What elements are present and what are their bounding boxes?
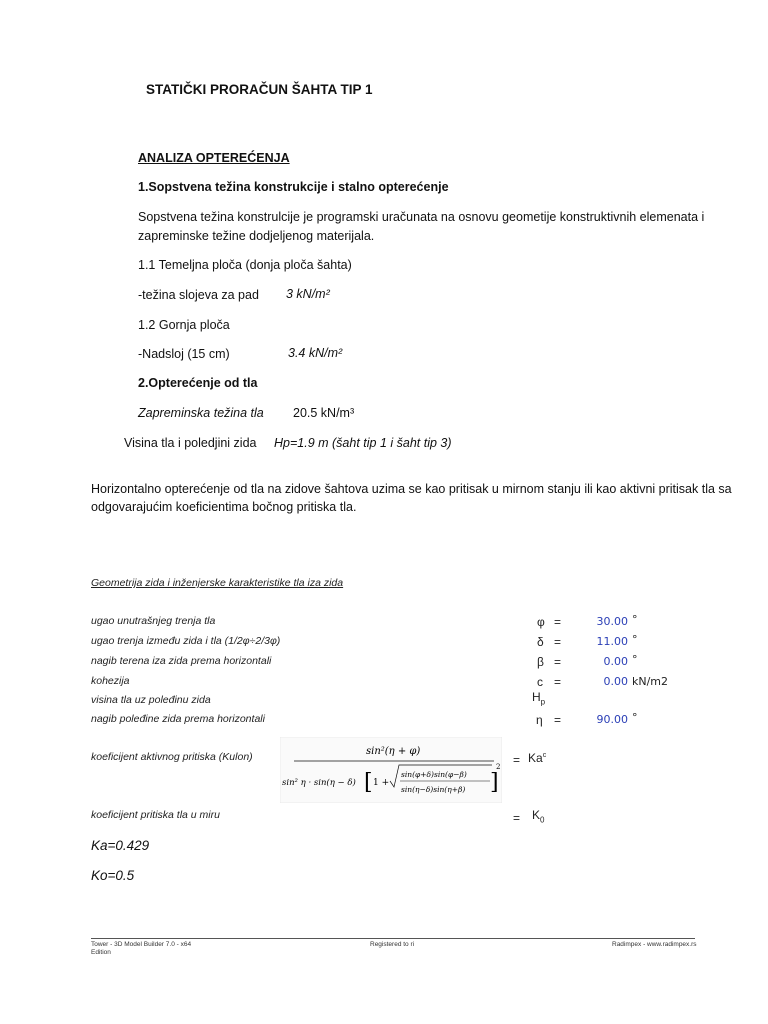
svg-text:sin(η−δ)sin(η+β): sin(η−δ)sin(η+β) <box>401 785 466 794</box>
soil-weight-value: 20.5 kN/m³ <box>293 406 355 420</box>
footer-left: Tower - 3D Model Builder 7.0 - x64 Edition <box>91 941 192 956</box>
subheading-soil-load: 2.Opterećenje od tla <box>138 376 258 390</box>
param-unit: kN/m2 <box>632 675 669 688</box>
paragraph-horizontal-line2: odgovarajućim koeficientima bočnog pritiska tla. <box>91 500 357 514</box>
svg-text:sin² η · sin(η − δ): sin² η · sin(η − δ) <box>282 778 356 788</box>
k0-symbol: $K_0$ <box>532 808 545 825</box>
load-layers-label: -težina slojeva za pad <box>138 288 259 302</box>
param-value: 0.00 <box>603 655 628 668</box>
load-overlay-value: 3.4 kN/m² <box>288 346 343 360</box>
param-symbol: η <box>536 713 543 727</box>
k0-equals: = <box>513 811 521 825</box>
svg-text:[: [ <box>364 770 373 795</box>
paragraph-self-weight-line1: Sopstvena težina konstrulcije je programski uračunata na osnovu geometije konstruktivnih elemenata i <box>138 210 705 224</box>
ka-symbol: Ka$^c$ <box>528 751 547 765</box>
param-unit: ° <box>632 613 638 626</box>
param-symbol: c <box>537 675 543 689</box>
svg-text:]: ] <box>490 770 499 795</box>
soil-height-value: Hp=1.9 m (šaht tip 1 i šaht tip 3) <box>274 436 452 450</box>
param-label: ugao trenja između zida i tla (1/2φ÷2/3φ) <box>91 635 281 647</box>
param-equals: = <box>554 713 562 727</box>
geometry-heading: Geometrija zida i inženjerske karakteristike tla iza zida <box>91 577 344 589</box>
param-unit: ° <box>632 633 638 646</box>
param-value: 0.00 <box>603 675 628 688</box>
subheading-self-weight: 1.Sopstvena težina konstrukcije i stalno opterećenje <box>138 180 449 194</box>
section-heading: ANALIZA OPTEREĆENJA <box>138 151 290 165</box>
param-value: 90.00 <box>596 713 628 726</box>
param-unit: ° <box>632 653 638 666</box>
soil-height-label: Visina tla i poledjini zida <box>124 436 257 450</box>
param-label: nagib terena iza zida prema horizontali <box>91 655 272 667</box>
paragraph-self-weight-line2: zapreminske težine dodjeljenog materijala. <box>138 229 375 243</box>
param-label: visina tla uz poleđinu zida <box>91 694 211 706</box>
footer-center: Registered to ri <box>370 941 415 948</box>
ka-label: koeficijent aktivnog pritiska (Kulon) <box>91 751 253 763</box>
param-equals: = <box>554 675 562 689</box>
param-symbol: φ <box>537 615 545 629</box>
param-symbol: β <box>537 655 544 669</box>
param-value: 30.00 <box>596 615 628 628</box>
svg-text:2: 2 <box>496 763 501 771</box>
svg-text:1 +: 1 + <box>373 778 390 788</box>
paragraph-horizontal-line1: Horizontalno opterećenje od tla na zidove šahtova uzima se kao pritisak u mirnom stanju ili kao aktivni pritisak tla sa <box>91 482 732 496</box>
load-overlay-label: -Nadsloj (15 cm) <box>138 347 230 361</box>
param-equals: = <box>554 655 562 669</box>
footer-rule <box>91 938 695 939</box>
param-label: ugao unutrašnjeg trenja tla <box>91 615 216 627</box>
param-equals: = <box>554 615 562 629</box>
soil-weight-label: Zapreminska težina tla <box>138 406 264 420</box>
coulomb-formula <box>280 737 502 803</box>
param-symbol: δ <box>537 635 544 649</box>
svg-text:sin²(η + φ): sin²(η + φ) <box>366 746 421 757</box>
footer-right: Radimpex - www.radimpex.rs <box>612 941 697 948</box>
k0-label: koeficijent pritiska tla u miru <box>91 809 220 821</box>
ka-result: Ka=0.429 <box>91 838 150 853</box>
page-title: STATIČKI PRORAČUN ŠAHTA TIP 1 <box>146 82 373 97</box>
item-top-slab: 1.2 Gornja ploča <box>138 318 230 332</box>
param-value: 11.00 <box>596 635 628 648</box>
svg-text:sin(φ+δ)sin(φ−β): sin(φ+δ)sin(φ−β) <box>401 770 467 779</box>
load-layers-value: 3 kN/m² <box>286 287 330 301</box>
param-unit: ° <box>632 711 638 724</box>
param-label: nagib poleđine zida prema horizontali <box>91 713 265 725</box>
ka-equals: = <box>513 753 521 767</box>
ko-result: Ko=0.5 <box>91 868 135 883</box>
param-equals: = <box>554 635 562 649</box>
param-symbol: $H_p$ <box>532 690 546 707</box>
item-foundation-slab: 1.1 Temeljna ploča (donja ploča šahta) <box>138 258 352 272</box>
param-label: kohezija <box>91 675 130 687</box>
